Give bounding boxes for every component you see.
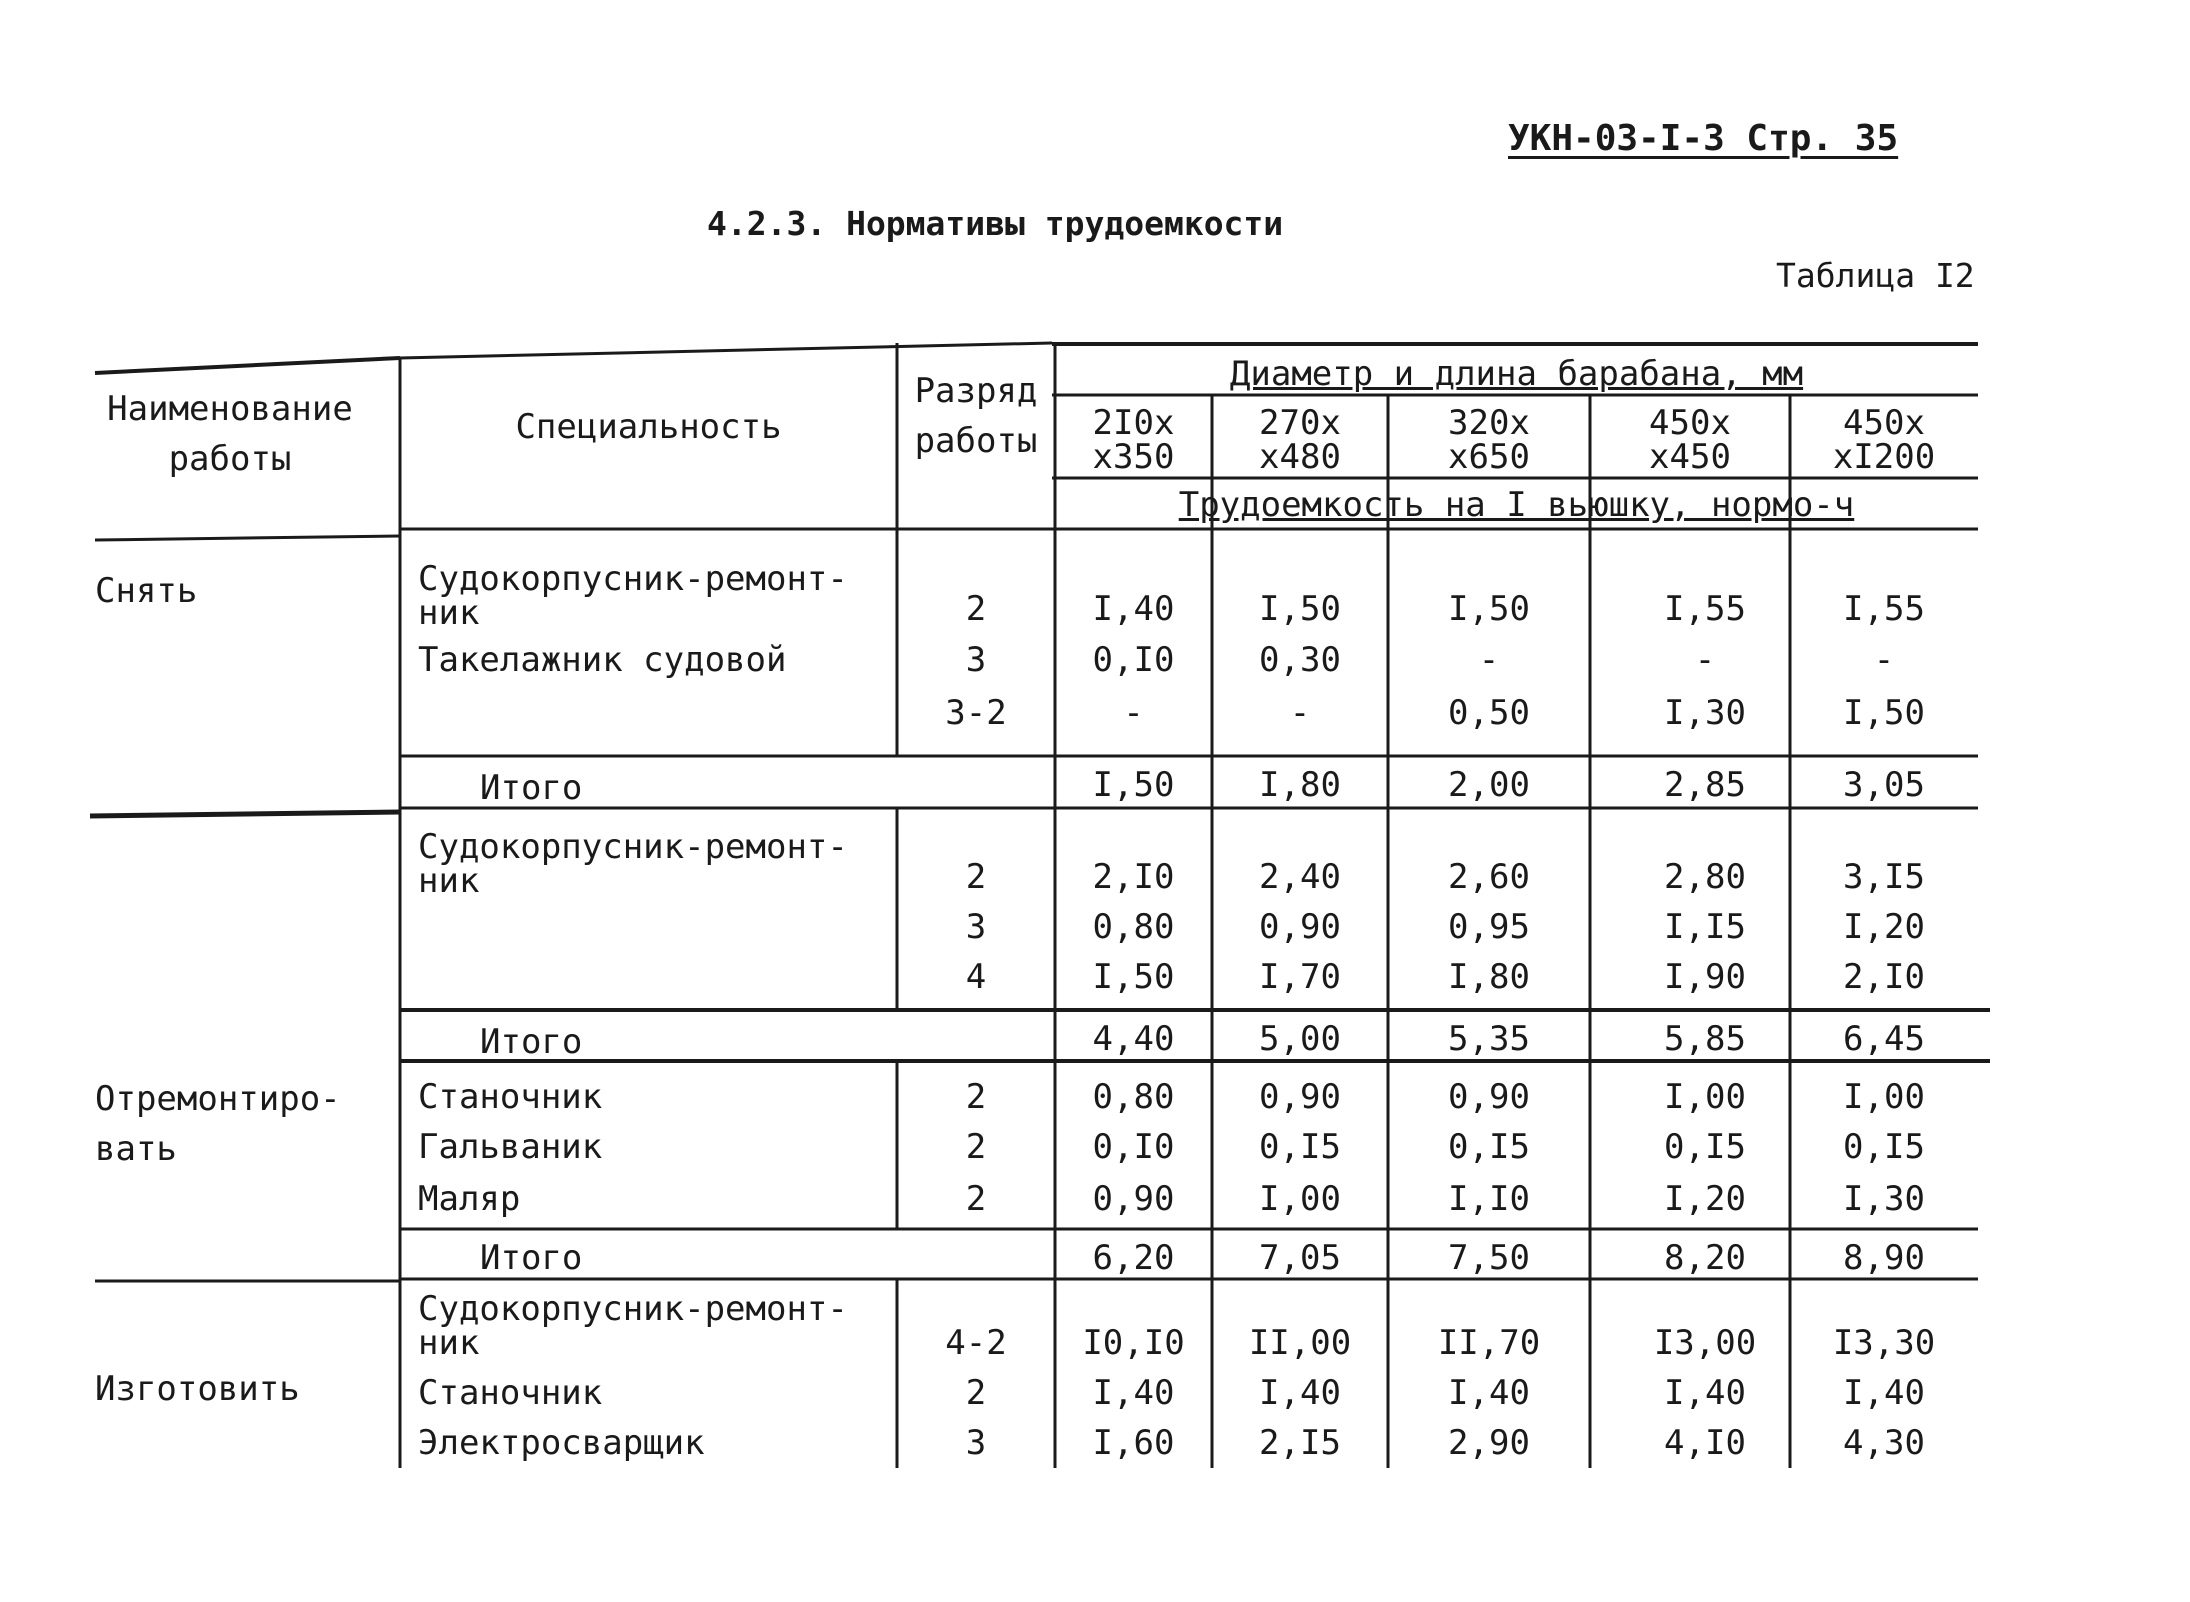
- value-cell: I3,30: [1832, 1323, 1936, 1363]
- value-cell: I,00: [1664, 1077, 1746, 1117]
- value-cell: I,40: [1843, 1373, 1925, 1413]
- value-cell: 0,90: [1448, 1077, 1530, 1117]
- specialty-cell: ник: [418, 861, 480, 901]
- work-name: Изготовить: [95, 1369, 300, 1409]
- header-size-1-line2: x350: [1092, 437, 1175, 477]
- specialty-cell: Судокорпусник-ремонт-: [418, 827, 848, 867]
- total-value: 4,40: [1092, 1019, 1175, 1059]
- value-cell: I,30: [1664, 693, 1746, 733]
- specialty-cell: Гальваник: [418, 1127, 603, 1167]
- value-cell: -: [1873, 640, 1895, 680]
- total-value: I,80: [1259, 765, 1341, 805]
- total-value: 5,35: [1448, 1019, 1530, 1059]
- specialty-cell: Станочник: [418, 1077, 603, 1117]
- grade-cell: 4: [965, 957, 987, 997]
- specialty-cell: ник: [418, 593, 480, 633]
- header-labor: Трудоемкость на I вьюшку, нормо-ч: [1178, 485, 1855, 525]
- value-cell: II,70: [1437, 1323, 1541, 1363]
- value-cell: 0,90: [1259, 1077, 1341, 1117]
- value-cell: I,55: [1664, 589, 1746, 629]
- specialty-cell: Электросварщик: [418, 1423, 705, 1463]
- total-value: 5,00: [1259, 1019, 1341, 1059]
- total-value: 6,20: [1092, 1238, 1175, 1278]
- value-cell: 2,40: [1259, 857, 1341, 897]
- value-cell: 0,80: [1092, 1077, 1175, 1117]
- value-cell: I0,I0: [1082, 1323, 1185, 1363]
- total-value: 8,20: [1664, 1238, 1746, 1278]
- work-name: Снять: [95, 571, 198, 611]
- value-cell: I,I5: [1664, 907, 1746, 947]
- value-cell: 2,90: [1448, 1423, 1530, 1463]
- value-cell: I,I0: [1448, 1179, 1530, 1219]
- value-cell: -: [1478, 640, 1500, 680]
- header-size-2-line2: x480: [1259, 437, 1341, 477]
- value-cell: -: [1694, 640, 1716, 680]
- value-cell: I,00: [1843, 1077, 1925, 1117]
- value-cell: I,70: [1259, 957, 1341, 997]
- total-value: 8,90: [1843, 1238, 1925, 1278]
- value-cell: I,20: [1843, 907, 1925, 947]
- specialty-cell: ник: [418, 1323, 480, 1363]
- section-title: 4.2.3. Нормативы трудоемкости: [707, 204, 1284, 243]
- value-cell: 4,30: [1843, 1423, 1925, 1463]
- value-cell: 0,90: [1259, 907, 1341, 947]
- value-cell: I,50: [1259, 589, 1341, 629]
- value-cell: I,40: [1092, 589, 1175, 629]
- grade-cell: 3-2: [945, 693, 1007, 733]
- header-work-name-line2: работы: [168, 439, 292, 479]
- grade-cell: 2: [965, 1179, 987, 1219]
- grade-cell: 2: [965, 1077, 987, 1117]
- header-size-5-line2: xI200: [1832, 437, 1936, 477]
- value-cell: I,40: [1092, 1373, 1175, 1413]
- grade-cell: 2: [965, 1127, 987, 1167]
- value-cell: -: [1123, 693, 1144, 733]
- total-value: I,50: [1092, 765, 1175, 805]
- value-cell: 0,I5: [1843, 1127, 1925, 1167]
- value-cell: 0,I0: [1092, 1127, 1175, 1167]
- header-grade-line1: Разряд: [914, 371, 1038, 411]
- header-grade-line2: работы: [914, 421, 1038, 461]
- value-cell: I3,00: [1653, 1323, 1757, 1363]
- header-size-3-line1: 320x: [1448, 403, 1530, 443]
- total-value: 7,05: [1259, 1238, 1341, 1278]
- total-label: Итого: [480, 1238, 583, 1278]
- value-cell: I,50: [1448, 589, 1530, 629]
- value-cell: 0,I0: [1092, 640, 1175, 680]
- header-work-name-line1: Наименование: [107, 389, 353, 429]
- value-cell: 0,50: [1448, 693, 1530, 733]
- total-value: 2,85: [1664, 765, 1746, 805]
- header-diameter-group: Диаметр и длина барабана, мм: [1229, 354, 1804, 394]
- grade-cell: 2: [965, 589, 987, 629]
- specialty-cell: Судокорпусник-ремонт-: [418, 559, 848, 599]
- work-name: вать: [95, 1129, 177, 1169]
- grade-cell: 2: [965, 857, 987, 897]
- header-size-4-line2: x450: [1649, 437, 1731, 477]
- header-size-4-line1: 450x: [1649, 403, 1731, 443]
- specialty-cell: Судокорпусник-ремонт-: [418, 1289, 848, 1329]
- value-cell: I,50: [1843, 693, 1925, 733]
- grade-cell: 3: [965, 1423, 987, 1463]
- value-cell: 0,90: [1092, 1179, 1175, 1219]
- value-cell: I,60: [1092, 1423, 1175, 1463]
- total-value: 3,05: [1843, 765, 1925, 805]
- value-cell: 3,I5: [1843, 857, 1925, 897]
- value-cell: 0,I5: [1664, 1127, 1746, 1167]
- work-name: Отремонтиро-: [95, 1079, 341, 1119]
- value-cell: 0,80: [1092, 907, 1175, 947]
- value-cell: I,40: [1448, 1373, 1530, 1413]
- grade-cell: 3: [965, 640, 987, 680]
- value-cell: I,90: [1664, 957, 1746, 997]
- value-cell: I,20: [1664, 1179, 1746, 1219]
- document-code: УКН-03-I-3 Стр. 35: [1508, 118, 1899, 159]
- total-label: Итого: [480, 768, 583, 808]
- value-cell: II,00: [1248, 1323, 1352, 1363]
- value-cell: 0,I5: [1259, 1127, 1341, 1167]
- grade-cell: 4-2: [945, 1323, 1007, 1363]
- value-cell: 0,30: [1259, 640, 1341, 680]
- total-label: Итого: [480, 1022, 583, 1062]
- value-cell: -: [1289, 693, 1311, 733]
- header-size-3-line2: x650: [1448, 437, 1530, 477]
- grade-cell: 3: [965, 907, 987, 947]
- header-size-1-line1: 2I0x: [1092, 403, 1175, 443]
- specialty-cell: Маляр: [418, 1179, 521, 1219]
- grade-cell: 2: [965, 1373, 987, 1413]
- value-cell: I,30: [1843, 1179, 1925, 1219]
- value-cell: 2,80: [1664, 857, 1746, 897]
- header-size-5-line1: 450x: [1843, 403, 1925, 443]
- total-value: 5,85: [1664, 1019, 1746, 1059]
- header-specialty: Специальность: [515, 407, 782, 447]
- specialty-cell: Такелажник судовой: [418, 640, 787, 680]
- value-cell: I,00: [1259, 1179, 1341, 1219]
- value-cell: 0,95: [1448, 907, 1530, 947]
- value-cell: 2,I0: [1092, 857, 1175, 897]
- total-value: 7,50: [1448, 1238, 1530, 1278]
- value-cell: 2,60: [1448, 857, 1530, 897]
- specialty-cell: Станочник: [418, 1373, 603, 1413]
- value-cell: I,55: [1843, 589, 1925, 629]
- value-cell: I,50: [1092, 957, 1175, 997]
- value-cell: 2,I0: [1843, 957, 1925, 997]
- value-cell: 4,I0: [1664, 1423, 1746, 1463]
- value-cell: I,40: [1664, 1373, 1746, 1413]
- total-value: 2,00: [1448, 765, 1530, 805]
- value-cell: I,40: [1259, 1373, 1341, 1413]
- value-cell: 2,I5: [1259, 1423, 1341, 1463]
- value-cell: I,80: [1448, 957, 1530, 997]
- header-size-2-line1: 270x: [1259, 403, 1341, 443]
- table-label: Таблица I2: [1776, 256, 1975, 295]
- total-value: 6,45: [1843, 1019, 1925, 1059]
- value-cell: 0,I5: [1448, 1127, 1530, 1167]
